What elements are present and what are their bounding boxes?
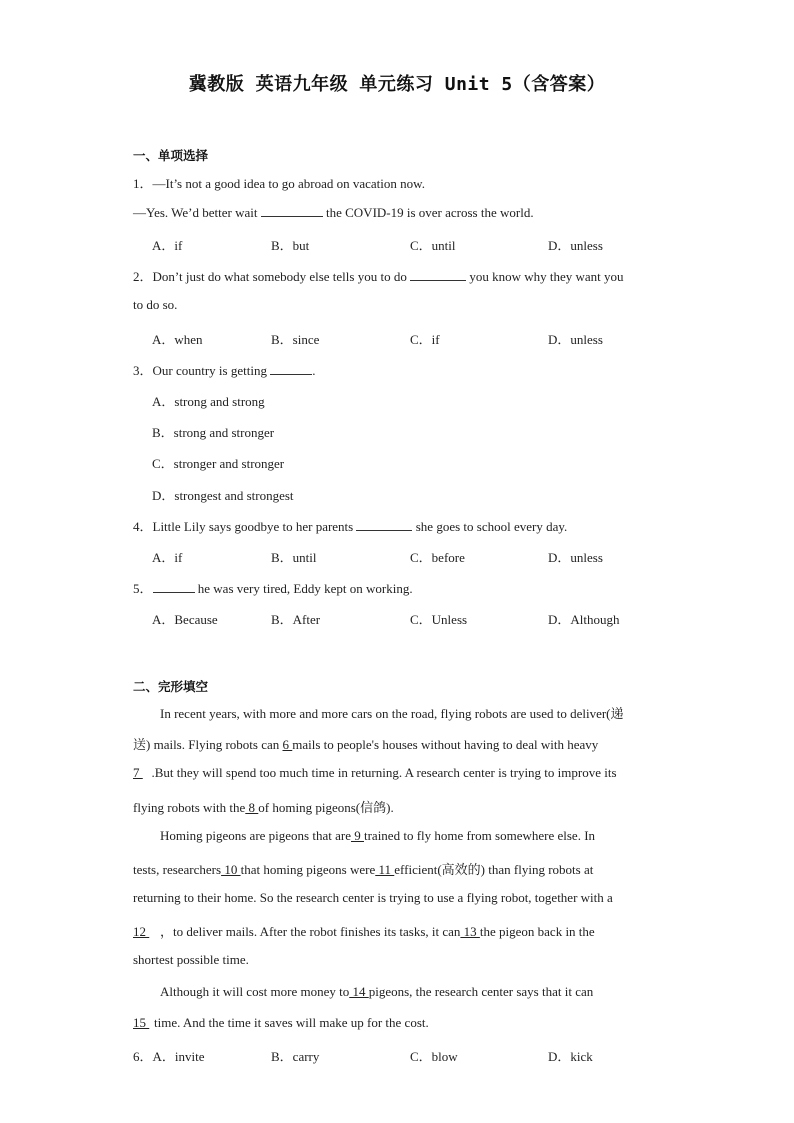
cloze-blank-7: 7 xyxy=(133,765,140,780)
question-1-text-before-blank: —Yes. We’d better wait xyxy=(133,205,258,220)
cloze-blank-8: 8 xyxy=(245,800,259,815)
text: the pigeon back in the xyxy=(479,924,595,939)
text: time. And the time it saves will make up for the cost. xyxy=(154,1015,429,1030)
question-2-text-after-blank: you know why they want you xyxy=(469,269,624,284)
option-b: B．carry xyxy=(271,1049,320,1064)
cloze-paragraph-1-line-3 xyxy=(133,765,661,781)
text: ，to deliver mails. After the robot finishes its tasks, it can xyxy=(160,924,461,939)
option-b: B．but xyxy=(271,238,310,253)
blank-underline xyxy=(146,1015,154,1031)
cloze-paragraph-1-line-4 xyxy=(133,797,661,816)
question-5-number: 5． xyxy=(133,581,153,596)
text: Homing pigeons are pigeons that are xyxy=(160,828,351,843)
cloze-paragraph-1-line-2 xyxy=(133,734,661,753)
cloze-paragraph-2-line-2 xyxy=(133,859,661,878)
option-c: C．before xyxy=(410,550,465,565)
question-1-line-2 xyxy=(133,204,534,221)
cloze-paragraph-3-line-2 xyxy=(133,1015,661,1031)
blank-underline xyxy=(146,924,160,940)
option-c: C．blow xyxy=(410,1049,458,1064)
option-c: C．until xyxy=(410,238,456,253)
option-a: 6．A．invite xyxy=(133,1049,205,1064)
text: efficient(高效的) than flying robots at xyxy=(394,862,594,877)
question-5-text-after-blank: he was very tired, Eddy kept on working. xyxy=(197,581,413,596)
option-d: D．strongest and strongest xyxy=(152,488,294,503)
question-5-line-1 xyxy=(133,578,413,597)
question-3-text-before-blank: 3．Our country is getting xyxy=(133,363,267,378)
question-2-text-before-blank: 2．Don’t just do what somebody else tells you to do xyxy=(133,269,407,284)
question-1-text-after-blank: the COVID-19 is over across the world. xyxy=(325,205,534,220)
cloze-paragraph-1-line-1: In recent years, with more and more cars on the road, flying robots are used to deliver(递 xyxy=(160,706,624,721)
cloze-blank-14: 14 xyxy=(349,984,369,999)
cloze-paragraph-2-line-3: returning to their home. So the research center is trying to use a flying robot, together with a xyxy=(133,890,613,905)
blank-underline xyxy=(140,765,152,781)
option-b: B．strong and stronger xyxy=(152,425,275,440)
text: 送) mails. Flying robots can xyxy=(133,737,283,752)
question-4-text-before-blank: 4．Little Lily says goodbye to her parents xyxy=(133,519,354,534)
answer-blank xyxy=(356,518,412,531)
cloze-paragraph-2-line-5: shortest possible time. xyxy=(133,952,249,967)
text: flying robots with the xyxy=(133,800,246,815)
text: trained to fly home from somewhere else. In xyxy=(363,828,596,843)
text: of homing pigeons(信鸽). xyxy=(258,800,394,815)
cloze-blank-9: 9 xyxy=(350,828,364,843)
answer-blank xyxy=(410,268,466,281)
text: tests, researchers xyxy=(133,862,222,877)
cloze-blank-10: 10 xyxy=(221,862,241,877)
option-b: B．After xyxy=(271,612,321,627)
page-title: 冀教版 英语九年级 单元练习 Unit 5（含答案） xyxy=(188,74,606,95)
option-c: C．Unless xyxy=(410,612,468,627)
text: Although it will cost more money to xyxy=(160,984,350,999)
option-c: C．stronger and stronger xyxy=(152,456,285,471)
option-c: C．if xyxy=(410,332,440,347)
answer-blank xyxy=(153,580,195,593)
question-3-line-1 xyxy=(133,360,315,379)
cloze-blank-12: 12 xyxy=(133,924,146,939)
question-4-line-1 xyxy=(133,516,567,535)
question-2-line-1 xyxy=(133,266,624,285)
option-d: D．kick xyxy=(548,1049,593,1064)
option-d: D．unless xyxy=(548,332,603,347)
option-a: A．if xyxy=(152,238,183,253)
answer-blank xyxy=(261,204,323,217)
question-3-text-after-blank: . xyxy=(312,363,316,378)
text: that homing pigeons were xyxy=(240,862,376,877)
text: pigeons, the research center says that it can xyxy=(368,984,594,999)
text: .But they will spend too much time in returning. A research center is trying to improve its xyxy=(151,765,617,780)
option-a: A．when xyxy=(152,332,203,347)
option-d: D．unless xyxy=(548,550,603,565)
option-b: B．until xyxy=(271,550,317,565)
question-4-text-after-blank: she goes to school every day. xyxy=(415,519,568,534)
cloze-blank-15: 15 xyxy=(133,1015,146,1030)
option-a: A．Because xyxy=(152,612,218,627)
text: mails to people's houses without having to deal with heavy xyxy=(292,737,599,752)
cloze-paragraph-3-line-1 xyxy=(160,984,662,1000)
cloze-blank-6: 6 xyxy=(282,737,293,752)
answer-blank xyxy=(270,362,312,375)
section-heading-single-choice: 一、单项选择 xyxy=(133,148,209,163)
cloze-blank-13: 13 xyxy=(460,924,480,939)
option-d: D．Although xyxy=(548,612,620,627)
cloze-paragraph-2-line-1 xyxy=(160,828,662,844)
question-2-line-2: to do so. xyxy=(133,297,178,312)
option-a: A．strong and strong xyxy=(152,394,265,409)
question-1-line-1: 1．—It’s not a good idea to go abroad on vacation now. xyxy=(133,176,425,191)
option-a: A．if xyxy=(152,550,183,565)
option-b: B．since xyxy=(271,332,320,347)
option-d: D．unless xyxy=(548,238,603,253)
cloze-paragraph-2-line-4 xyxy=(133,921,661,940)
cloze-blank-11: 11 xyxy=(375,862,395,877)
section-heading-cloze: 二、完形填空 xyxy=(133,679,209,694)
